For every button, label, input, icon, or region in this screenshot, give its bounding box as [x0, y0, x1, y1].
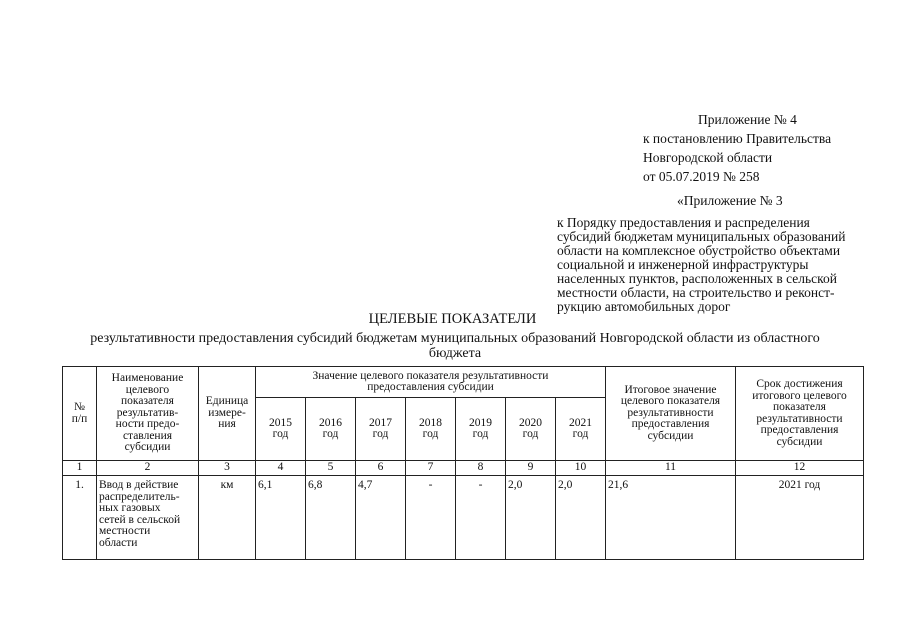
column-number: 1 [63, 461, 97, 476]
header-year: 2018 год [406, 398, 456, 461]
row-name: Ввод в действие распределитель- ных газовых сетей в сельской местности области [97, 476, 199, 560]
inner-attachment-line: области на комплексное обустройство объектами [557, 243, 841, 258]
attachment-title: Приложение № 4 [698, 112, 797, 127]
header-year: 2017 год [356, 398, 406, 461]
header-year: 2019 год [456, 398, 506, 461]
header-values-group: Значение целевого показателя результативности предоставления субсидии [256, 367, 606, 398]
inner-attachment-line: местности области, на строительство и реконст- [557, 285, 835, 300]
header-year: 2021 год [556, 398, 606, 461]
column-number: 8 [456, 461, 506, 476]
header-num: № п/п [63, 367, 97, 461]
row-value-2017: 4,7 [356, 476, 406, 560]
row-deadline: 2021 год [736, 476, 864, 560]
row-num: 1. [63, 476, 97, 560]
inner-attachment-line: населенных пунктов, расположенных в сельской [557, 271, 838, 286]
header-row [63, 367, 864, 398]
inner-attachment-line: субсидий бюджетам муниципальных образований [557, 229, 846, 244]
inner-attachment-line: к Порядку предоставления и распределения [557, 215, 810, 230]
attachment-date: от 05.07.2019 № 258 [643, 169, 760, 184]
header-year: 2020 год [506, 398, 556, 461]
row-value-2020: 2,0 [506, 476, 556, 560]
header-deadline: Срок достижения итогового целевого показателя результативности предоставления субсидии [736, 367, 864, 461]
column-number: 4 [256, 461, 306, 476]
column-number: 7 [406, 461, 456, 476]
column-number: 6 [356, 461, 406, 476]
header-name: Наименование целевого показателя результатив- ности предо- ставления субсидии [97, 367, 199, 461]
row-unit: км [199, 476, 256, 560]
column-number: 5 [306, 461, 356, 476]
row-value-2018: - [406, 476, 456, 560]
column-number: 11 [606, 461, 736, 476]
inner-attachment-line: социальной и инженерной инфраструктуры [557, 257, 809, 272]
row-value-2016: 6,8 [306, 476, 356, 560]
indicators-table [62, 366, 864, 560]
header-total: Итоговое значение целевого показателя результативности предоставления субсидии [606, 367, 736, 461]
inner-attachment-title: «Приложение № 3 [677, 193, 783, 208]
attachment-line: к постановлению Правительства [643, 131, 832, 146]
row-total: 21,6 [606, 476, 736, 560]
document-subtitle: результативности предоставления субсидий бюджетам муниципальных образований Новгородской области из областного бюджета [90, 331, 820, 361]
column-number: 9 [506, 461, 556, 476]
row-value-2015: 6,1 [256, 476, 306, 560]
header-unit: Единица измере- ния [199, 367, 256, 461]
column-numbers-row [63, 461, 864, 476]
header-year: 2015 год [256, 398, 306, 461]
table-row [63, 476, 864, 560]
column-number: 10 [556, 461, 606, 476]
attachment-line: Новгородской области [643, 150, 773, 165]
attachment-block [643, 110, 831, 186]
row-value-2021: 2,0 [556, 476, 606, 560]
row-value-2019: - [456, 476, 506, 560]
document-title: ЦЕЛЕВЫЕ ПОКАЗАТЕЛИ [368, 311, 537, 327]
inner-attachment-block [557, 193, 877, 314]
column-number: 3 [199, 461, 256, 476]
header-year: 2016 год [306, 398, 356, 461]
column-number: 12 [736, 461, 864, 476]
inner-attachment-line: рукцию автомобильных дорог [557, 299, 731, 314]
column-number: 2 [97, 461, 199, 476]
